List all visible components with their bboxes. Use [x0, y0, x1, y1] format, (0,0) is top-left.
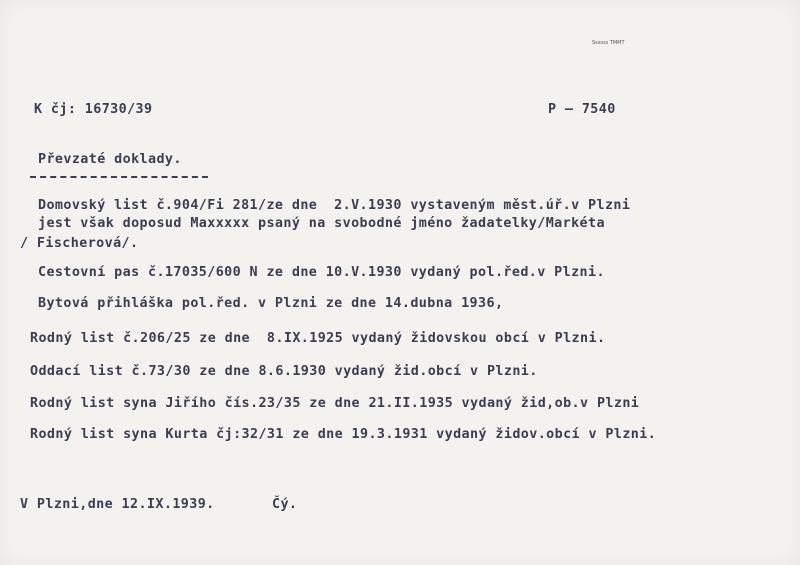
- reference-number: K čj: 16730/39: [34, 102, 153, 117]
- document-line-4: Cestovní pas č.17035/600 N ze dne 10.V.1930 vydaný pol.řed.v Plzni.: [38, 265, 605, 280]
- document-line-3: / Fischerová/.: [20, 236, 139, 251]
- title-underline: [30, 176, 208, 178]
- document-line-8: Rodný list syna Jiřího čís.23/35 ze dne 21.II.1935 vydaný žid,ob.v Plzni: [30, 396, 640, 411]
- document-line-7: Oddací list č.73/30 ze dne 8.6.1930 vydaný žid.obcí v Plzni.: [30, 364, 538, 379]
- section-title: Převzaté doklady.: [38, 152, 182, 167]
- corner-stamp: Ssssss TMMT: [592, 40, 625, 46]
- document-line-6: Rodný list č.206/25 ze dne 8.IX.1925 vydaný židovskou obcí v Plzni.: [30, 331, 606, 346]
- document-line-2: jest však doposud Maxxxxx psaný na svobodné jméno žadatelky/Markéta: [38, 216, 605, 231]
- document-line-1: Domovský list č.904/Fi 281/ze dne 2.V.1930 vystaveným měst.úř.v Plzni: [38, 198, 631, 213]
- document-line-9: Rodný list syna Kurta čj:32/31 ze dne 19.3.1931 vydaný židov.obcí v Plzni.: [30, 427, 657, 442]
- place-and-date: V Plzni,dne 12.IX.1939.: [20, 497, 215, 512]
- document-line-5: Bytová přihláška pol.řed. v Plzni ze dne 14.dubna 1936,: [38, 296, 504, 311]
- signature-initials: Čý.: [272, 497, 298, 512]
- file-number: P – 7540: [548, 102, 616, 117]
